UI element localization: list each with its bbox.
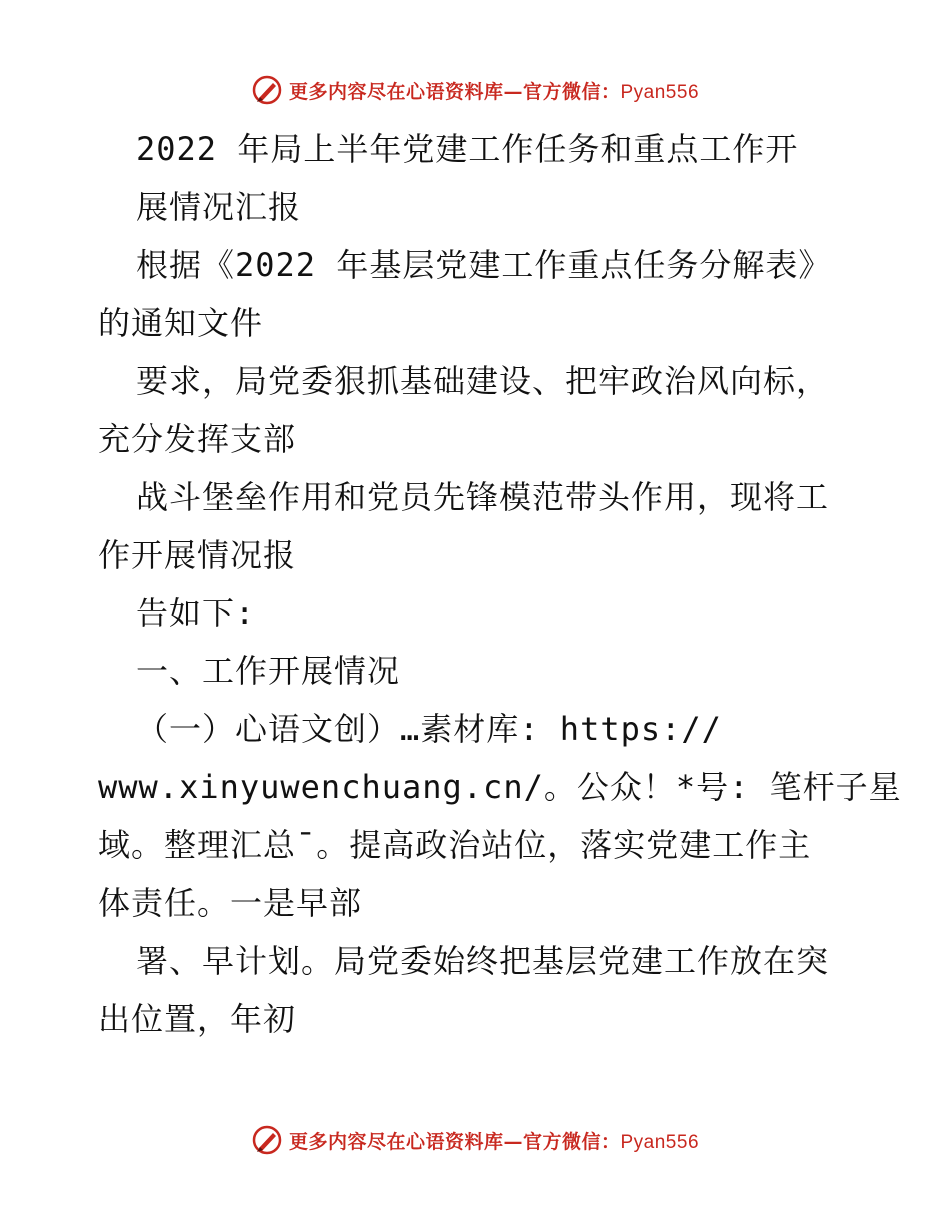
doc-paragraph-line: www.xinyuwenchuang.cn/。公众！*号: 笔杆子星 [98, 768, 902, 806]
doc-paragraph-line: 体责任。一是早部 [98, 884, 363, 922]
footer-banner-label: 更多内容尽在心语资料库—官方微信： [288, 1130, 621, 1153]
footer-banner-text [289, 1127, 699, 1154]
header-wechat-id: Pyan556 [620, 81, 700, 103]
doc-paragraph-line: 域。整理汇总¯。提高政治站位，落实党建工作主 [98, 826, 812, 864]
header-banner-label: 更多内容尽在心语资料库—官方微信： [288, 80, 621, 103]
header-watermark-banner [0, 70, 950, 110]
doc-paragraph-line: 的通知文件 [98, 304, 264, 342]
pen-logo-icon [251, 1124, 283, 1156]
doc-title-line-1: 2022 年局上半年党建工作任务和重点工作开 [136, 130, 799, 168]
section-heading: 一、工作开展情况 [136, 652, 401, 690]
footer-watermark-banner [0, 1120, 950, 1160]
doc-title-line-2: 展情况汇报 [136, 188, 302, 226]
header-banner-text [289, 77, 699, 104]
doc-paragraph-line: 根据《2022 年基层党建工作重点任务分解表》 [136, 246, 832, 284]
document-body [98, 120, 902, 1048]
subsection-heading: （一）心语文创）…素材库: https:// [136, 710, 722, 748]
doc-paragraph-line: 充分发挥支部 [98, 420, 297, 458]
doc-paragraph-line: 出位置，年初 [98, 1000, 297, 1038]
doc-paragraph-line: 署、早计划。局党委始终把基层党建工作放在突 [136, 942, 830, 980]
pen-logo-icon [251, 74, 283, 106]
doc-paragraph-line: 作开展情况报 [98, 536, 297, 574]
doc-paragraph-line: 要求，局党委狠抓基础建设、把牢政治风向标， [136, 362, 830, 400]
doc-paragraph-line: 告如下: [136, 594, 256, 632]
doc-paragraph-line: 战斗堡垒作用和党员先锋模范带头作用，现将工 [136, 478, 830, 516]
footer-wechat-id: Pyan556 [620, 1131, 700, 1153]
